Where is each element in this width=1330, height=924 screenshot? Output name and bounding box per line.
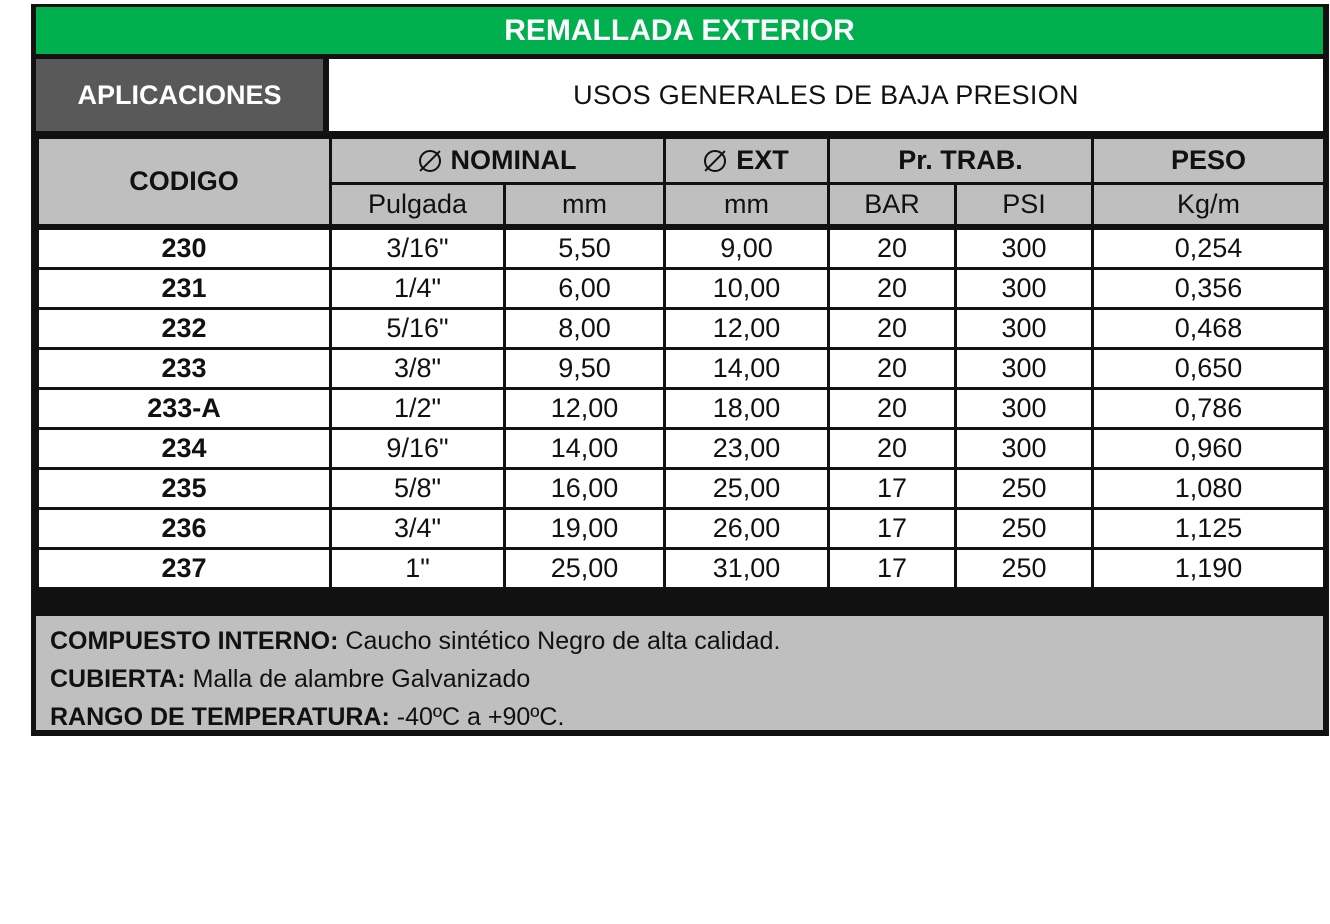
table-row: [38, 428, 1325, 468]
cell-mm-ext: 9,00: [665, 227, 829, 269]
applications-value: USOS GENERALES DE BAJA PRESION: [329, 59, 1323, 131]
cell-bar: 20: [829, 348, 956, 388]
cell-peso: 0,650: [1093, 348, 1325, 388]
cell-peso: 0,356: [1093, 268, 1325, 308]
cell-peso: 1,190: [1093, 548, 1325, 588]
cell-psi: 250: [956, 548, 1093, 588]
subheader-mm-nominal: mm: [505, 184, 665, 227]
table-row: [38, 388, 1325, 428]
cell-codigo: 233: [38, 348, 331, 388]
cell-mm-ext: 12,00: [665, 308, 829, 348]
cell-bar: 20: [829, 308, 956, 348]
cell-peso: 0,786: [1093, 388, 1325, 428]
cell-peso: 0,468: [1093, 308, 1325, 348]
cell-pulgada: 3/16": [331, 227, 505, 269]
subheader-kgm: Kg/m: [1093, 184, 1325, 227]
note-cubierta: CUBIERTA: Malla de alambre Galvanizado: [50, 665, 531, 693]
cell-psi: 300: [956, 308, 1093, 348]
cell-pulgada: 9/16": [331, 428, 505, 468]
cell-pulgada: 3/8": [331, 348, 505, 388]
cell-mm-nominal: 9,50: [505, 348, 665, 388]
cell-bar: 20: [829, 388, 956, 428]
cell-pulgada: 1": [331, 548, 505, 588]
table-row: [38, 348, 1325, 388]
subheader-bar: BAR: [829, 184, 956, 227]
note-temperatura: RANGO DE TEMPERATURA: -40ºC a +90ºC.: [50, 703, 565, 731]
cell-pulgada: 1/2": [331, 388, 505, 428]
cell-pulgada: 5/8": [331, 468, 505, 508]
header-pr-trab: Pr. TRAB.: [829, 138, 1093, 184]
cell-bar: 20: [829, 428, 956, 468]
cell-mm-nominal: 19,00: [505, 508, 665, 548]
cell-bar: 17: [829, 548, 956, 588]
cell-peso: 1,080: [1093, 468, 1325, 508]
cell-bar: 20: [829, 227, 956, 269]
cell-psi: 300: [956, 388, 1093, 428]
cell-bar: 17: [829, 468, 956, 508]
table-row: [38, 227, 1325, 269]
table-body: [38, 227, 1325, 589]
table-row: [38, 468, 1325, 508]
cell-pulgada: 5/16": [331, 308, 505, 348]
cell-mm-nominal: 6,00: [505, 268, 665, 308]
cell-peso: 0,254: [1093, 227, 1325, 269]
subheader-mm-ext: mm: [665, 184, 829, 227]
cell-mm-ext: 25,00: [665, 468, 829, 508]
cell-codigo: 230: [38, 227, 331, 269]
cell-psi: 300: [956, 348, 1093, 388]
table-row: [38, 508, 1325, 548]
cell-codigo: 234: [38, 428, 331, 468]
cell-pulgada: 1/4": [331, 268, 505, 308]
header-nominal: NOMINAL: [331, 138, 665, 184]
cell-codigo: 235: [38, 468, 331, 508]
diameter-symbol-icon: [419, 150, 441, 172]
cell-psi: 250: [956, 468, 1093, 508]
cell-mm-ext: 10,00: [665, 268, 829, 308]
cell-mm-ext: 18,00: [665, 388, 829, 428]
subheader-psi: PSI: [956, 184, 1093, 227]
cell-psi: 250: [956, 508, 1093, 548]
sheet-title: REMALLADA EXTERIOR: [36, 7, 1323, 54]
cell-psi: 300: [956, 268, 1093, 308]
cell-codigo: 237: [38, 548, 331, 588]
product-spec-sheet: [31, 4, 1329, 736]
header-codigo: CODIGO: [38, 138, 331, 227]
cell-psi: 300: [956, 227, 1093, 269]
cell-psi: 300: [956, 428, 1093, 468]
table-header-row: [38, 138, 1325, 184]
cell-mm-ext: 31,00: [665, 548, 829, 588]
cell-bar: 17: [829, 508, 956, 548]
cell-mm-nominal: 25,00: [505, 548, 665, 588]
cell-codigo: 233-A: [38, 388, 331, 428]
cell-mm-ext: 23,00: [665, 428, 829, 468]
cell-mm-nominal: 12,00: [505, 388, 665, 428]
cell-mm-nominal: 5,50: [505, 227, 665, 269]
header-ext: EXT: [665, 138, 829, 184]
header-peso: PESO: [1093, 138, 1325, 184]
note-compuesto: COMPUESTO INTERNO: Caucho sintético Negro de alta calidad.: [50, 627, 781, 655]
cell-mm-nominal: 8,00: [505, 308, 665, 348]
table-row: [38, 308, 1325, 348]
cell-bar: 20: [829, 268, 956, 308]
table-row: [38, 548, 1325, 588]
spec-table: [36, 136, 1326, 590]
subheader-pulgada: Pulgada: [331, 184, 505, 227]
cell-codigo: 232: [38, 308, 331, 348]
cell-mm-nominal: 16,00: [505, 468, 665, 508]
applications-label: APLICACIONES: [36, 59, 323, 131]
table-row: [38, 268, 1325, 308]
diameter-symbol-icon: [704, 150, 726, 172]
cell-pulgada: 3/4": [331, 508, 505, 548]
cell-mm-nominal: 14,00: [505, 428, 665, 468]
cell-mm-ext: 26,00: [665, 508, 829, 548]
cell-mm-ext: 14,00: [665, 348, 829, 388]
cell-peso: 1,125: [1093, 508, 1325, 548]
notes-panel: [36, 616, 1323, 730]
cell-codigo: 236: [38, 508, 331, 548]
cell-codigo: 231: [38, 268, 331, 308]
cell-peso: 0,960: [1093, 428, 1325, 468]
